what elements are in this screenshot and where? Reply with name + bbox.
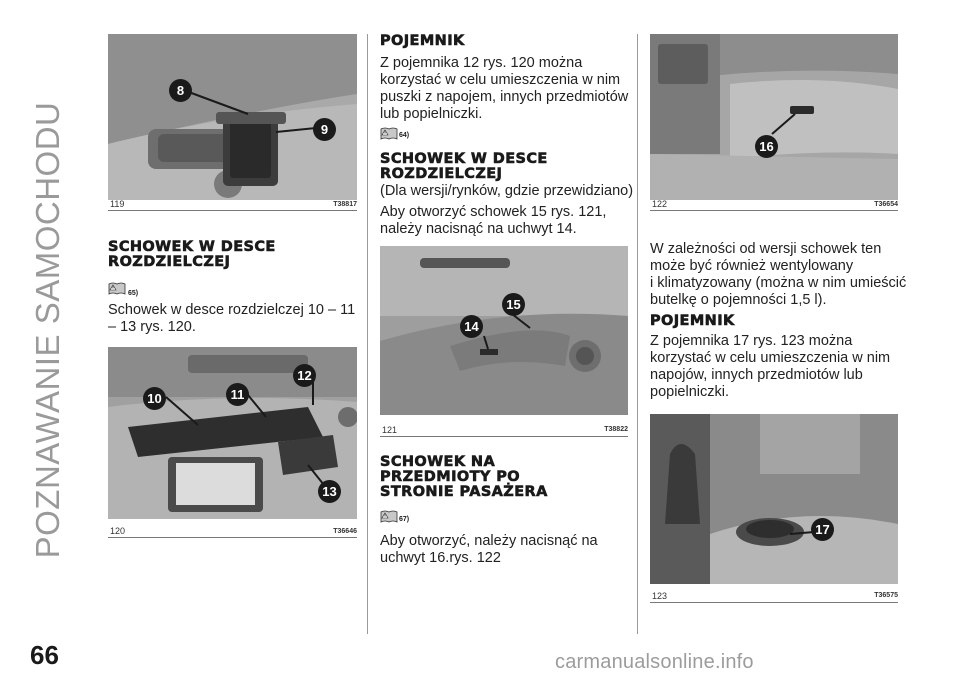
- heading-line: ROZDZIELCZEJ: [380, 166, 503, 182]
- heading-line: POJEMNIK: [650, 313, 735, 329]
- body-text: [650, 333, 890, 401]
- callout-15: 15: [502, 293, 525, 316]
- watermark: carmanualsonline.info: [555, 651, 754, 673]
- text-line: Schowek w desce rozdzielczej 10 – 11: [108, 302, 356, 318]
- callout-14: 14: [460, 315, 483, 338]
- section-title: POZNAWANIE SAMOCHODU: [29, 101, 66, 559]
- figure-rule: [650, 210, 898, 211]
- callout-17: 17: [811, 518, 834, 541]
- text-line: Aby otworzyć schowek 15 rys. 121,: [380, 204, 607, 220]
- text-line: lub popielniczki.: [380, 106, 483, 122]
- cupholder-illustration: [650, 414, 898, 584]
- section-heading: [650, 314, 735, 329]
- passenger-glovebox-illustration: [380, 246, 628, 415]
- text-line: i klimatyzowany (można w nim umieścić: [650, 275, 907, 291]
- heading-line: POJEMNIK: [380, 33, 465, 49]
- callout-8: 8: [169, 79, 192, 102]
- text-line: popielniczki.: [650, 384, 729, 400]
- text-line: korzystać w celu umieszczenia w nim: [380, 72, 621, 88]
- warning-book-icon: [108, 281, 126, 295]
- text-line: uchwyt 16.rys. 122: [380, 550, 501, 566]
- figure-rule: [650, 602, 898, 603]
- figure-code: T38817: [333, 201, 357, 208]
- text-line: należy nacisnąć na uchwyt 14.: [380, 221, 577, 237]
- figure-code: T36654: [874, 201, 898, 208]
- figure-number: 119: [110, 199, 125, 209]
- warning-book-icon: [380, 509, 398, 523]
- section-heading: [380, 152, 548, 182]
- figure-121-photo: [380, 246, 628, 415]
- text-line: butelkę o pojemności 1,5 l).: [650, 292, 827, 308]
- text-line: W zależności od wersji schowek ten: [650, 241, 882, 257]
- heading-line: SCHOWEK NA: [380, 454, 496, 470]
- warning-book-icon: [380, 126, 398, 140]
- section-heading: [380, 455, 548, 500]
- glovebox-handle-illustration: [650, 34, 898, 200]
- body-text: [380, 183, 633, 200]
- figure-code: T36646: [333, 528, 357, 535]
- column-divider: [367, 34, 368, 634]
- figure-number: 120: [110, 526, 126, 536]
- column-divider: [637, 34, 638, 634]
- text-line: puszki z napojem, innych przedmiotów: [380, 89, 629, 105]
- figure-code: T36575: [874, 592, 898, 599]
- body-text: [650, 241, 906, 309]
- section-heading: [108, 240, 276, 270]
- figure-123-photo: [650, 414, 898, 584]
- callout-16: 16: [755, 135, 778, 158]
- body-text: [108, 302, 355, 336]
- warning-ref: 64): [399, 132, 410, 139]
- callout-13: 13: [318, 480, 341, 503]
- callout-9: 9: [313, 118, 336, 141]
- heading-line: STRONIE PASAŻERA: [380, 484, 548, 500]
- callout-11: 11: [226, 383, 249, 406]
- callout-10: 10: [143, 387, 166, 410]
- heading-line: SCHOWEK W DESCE: [108, 239, 276, 255]
- text-line: Aby otworzyć, należy nacisnąć na: [380, 533, 598, 549]
- text-line: może być również wentylowany: [650, 258, 854, 274]
- figure-rule: [380, 436, 628, 437]
- callout-12: 12: [293, 364, 316, 387]
- text-line: korzystać w celu umieszczenia w nim: [650, 350, 891, 366]
- dashboard-phone-holder-illustration: [108, 34, 357, 200]
- figure-119-photo: [108, 34, 357, 200]
- figure-120-photo: [108, 347, 357, 519]
- figure-number: 123: [652, 591, 668, 601]
- heading-line: SCHOWEK W DESCE: [380, 151, 548, 167]
- heading-line: PRZEDMIOTY PO: [380, 469, 520, 485]
- figure-rule: [108, 210, 357, 211]
- text-line: (Dla wersji/rynków, gdzie przewidziano): [380, 183, 634, 199]
- body-text: [380, 533, 598, 567]
- figure-122-photo: [650, 34, 898, 200]
- text-line: Z pojemnika 12 rys. 120 można: [380, 55, 583, 71]
- figure-rule: [108, 537, 357, 538]
- text-line: – 13 rys. 120.: [108, 319, 196, 335]
- heading-line: ROZDZIELCZEJ: [108, 254, 231, 270]
- body-text: [380, 55, 628, 123]
- page-number: 66: [30, 640, 59, 670]
- text-line: napojów, innych przedmiotów lub: [650, 367, 863, 383]
- warning-ref: 67): [399, 516, 410, 523]
- body-text: [380, 204, 606, 238]
- section-heading: [380, 34, 465, 49]
- text-line: Z pojemnika 17 rys. 123 można: [650, 333, 853, 349]
- figure-code: T38822: [604, 426, 628, 433]
- figure-number: 121: [382, 425, 398, 435]
- figure-number: 122: [652, 199, 668, 209]
- warning-ref: 65): [128, 290, 139, 297]
